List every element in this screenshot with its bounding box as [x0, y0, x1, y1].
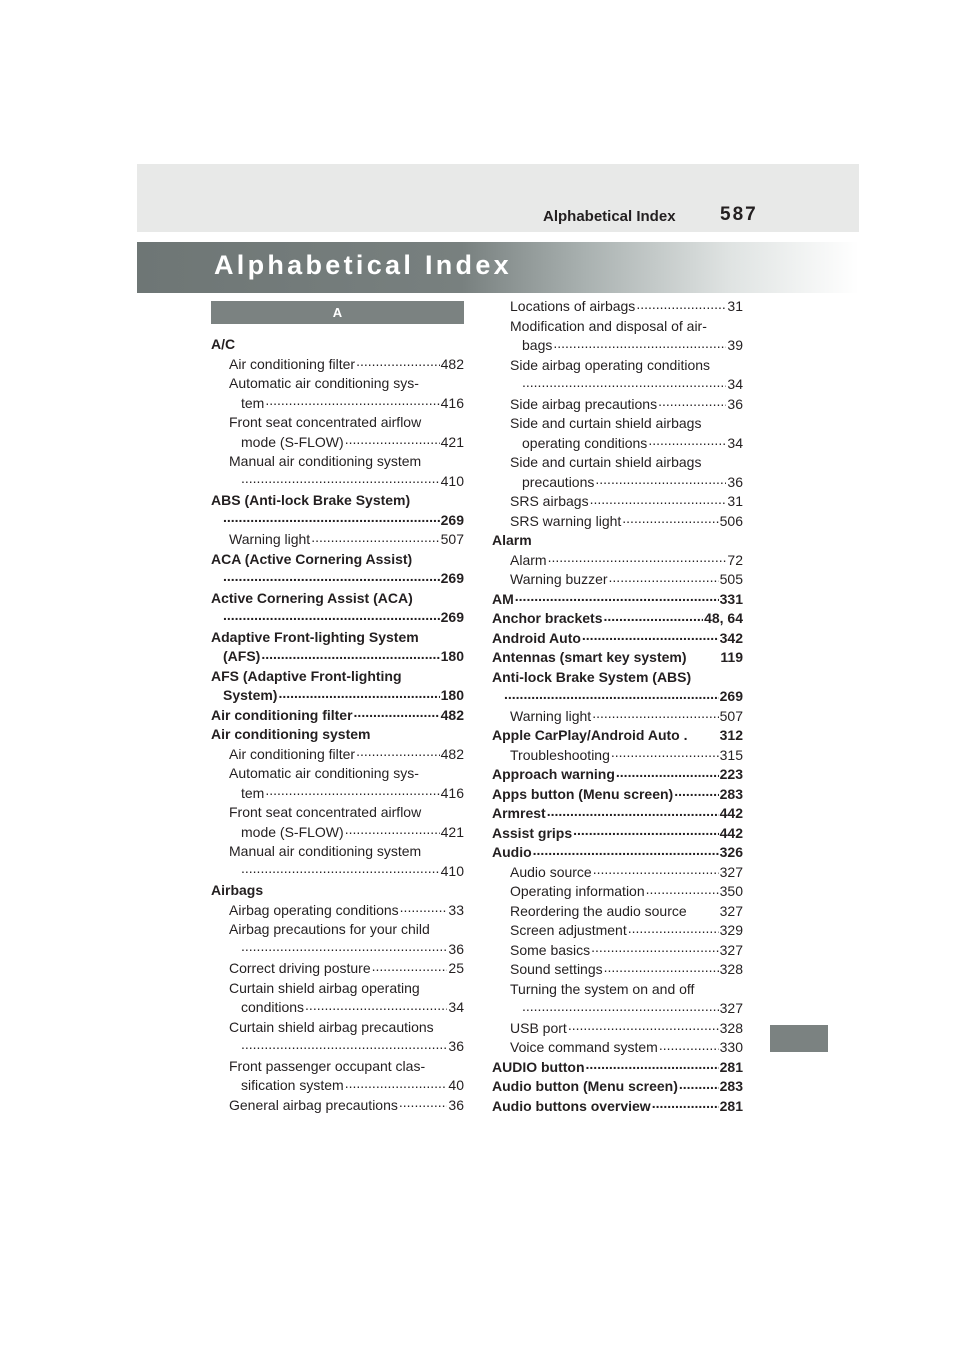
entry-text: Curtain shield airbag operating	[229, 979, 420, 996]
entry-text	[241, 863, 242, 879]
entry-text	[223, 570, 224, 586]
entry-text: Modification and disposal of air-	[510, 317, 707, 334]
entry-text: Airbags	[211, 882, 264, 898]
index-subentry	[211, 745, 464, 765]
entry-page-number: 327	[719, 902, 743, 922]
entry-text: Warning light .....	[229, 531, 311, 547]
index-list-left	[211, 335, 464, 1115]
entry-page-number: 328	[719, 1019, 743, 1039]
index-subentry	[211, 979, 464, 999]
entry-text: Assist grips .....	[492, 825, 573, 841]
entry-text: conditions .....	[241, 999, 305, 1015]
entry-text: Alarm .....	[510, 552, 548, 568]
entry-page-number: 25	[447, 959, 464, 979]
entry-page-number: 315	[719, 746, 743, 766]
entry-text: Antennas (smart key system)	[492, 649, 687, 665]
entry-text: operating conditions .....	[522, 435, 648, 451]
entry-page-number: 410	[440, 862, 464, 882]
entry-text: System) .....	[223, 687, 278, 703]
entry-text: Manual air conditioning system	[229, 843, 422, 859]
index-subentry	[223, 433, 464, 453]
entry-text: Warning light .....	[510, 708, 592, 724]
entry-text: Anchor brackets .....	[492, 610, 603, 626]
entry-text: Operating information .....	[510, 883, 646, 899]
entry-page-number: 269	[440, 569, 464, 589]
running-header-title: Alphabetical Index	[543, 208, 676, 225]
index-subentry	[492, 980, 743, 1000]
entry-text: Warning buzzer .....	[510, 571, 609, 587]
index-entry	[211, 628, 464, 648]
entry-text: mode (S-FLOW) .....	[241, 824, 345, 840]
entry-page-number: 421	[440, 433, 464, 453]
entry-text: Manual air conditioning system	[229, 453, 422, 469]
entry-text: tem .....	[241, 785, 265, 801]
index-entry	[492, 1058, 743, 1078]
entry-page-number: 33	[447, 901, 464, 921]
entry-page-number: 410	[440, 472, 464, 492]
index-subentry	[223, 940, 464, 960]
entry-page-number: 331	[719, 590, 743, 610]
entry-text: Voice command system .....	[510, 1039, 659, 1055]
index-subentry	[492, 960, 743, 980]
entry-page-number: 269	[440, 608, 464, 628]
entry-text: Air conditioning filter .....	[229, 356, 356, 372]
index-entry	[211, 725, 464, 745]
entry-text: tem .....	[241, 395, 265, 411]
index-entry	[223, 686, 464, 706]
index-subentry	[492, 1038, 743, 1058]
entry-text: Reordering the audio source	[510, 902, 687, 919]
entry-page-number: 283	[719, 1077, 743, 1097]
entry-page-number: 442	[719, 804, 743, 824]
entry-text: mode (S-FLOW) .....	[241, 434, 345, 450]
index-entry	[223, 569, 464, 589]
index-subentry	[504, 434, 743, 454]
index-subentry	[492, 746, 743, 766]
entry-page-number: 34	[726, 434, 743, 454]
entry-page-number: 223	[719, 765, 743, 785]
entry-page-number: 39	[726, 336, 743, 356]
entry-page-number: 482	[440, 706, 464, 726]
entry-text: Screen adjustment .....	[510, 922, 628, 938]
index-entry	[492, 804, 743, 824]
entry-text: AM .....	[492, 591, 515, 607]
entry-text: Anti-lock Brake System (ABS)	[492, 668, 692, 685]
entry-text: Curtain shield airbag precautions	[229, 1018, 434, 1035]
entry-text: Alarm	[492, 532, 532, 548]
index-subentry	[211, 530, 464, 550]
index-subentry	[504, 999, 743, 1019]
entry-page-number: 350	[719, 882, 743, 902]
entry-page-number: 180	[440, 647, 464, 667]
entry-page-number: 312	[719, 726, 743, 746]
index-subentry	[223, 1037, 464, 1057]
index-subentry	[211, 374, 464, 394]
index-entry	[492, 843, 743, 863]
entry-text: Adaptive Front-lighting System	[211, 628, 419, 645]
index-subentry	[492, 921, 743, 941]
section-thumb-tab	[770, 1025, 828, 1052]
index-subentry	[223, 1076, 464, 1096]
index-subentry	[492, 882, 743, 902]
index-subentry	[223, 823, 464, 843]
entry-text	[241, 473, 242, 489]
index-subentry	[492, 902, 743, 922]
entry-text: Some basics .....	[510, 942, 591, 958]
entry-page-number: 269	[719, 687, 743, 707]
entry-page-number: 36	[447, 940, 464, 960]
index-subentry	[492, 941, 743, 961]
index-entry	[211, 335, 464, 355]
index-subentry	[492, 863, 743, 883]
page-number: 587	[720, 204, 758, 225]
index-subentry	[492, 453, 743, 473]
entry-page-number: 36	[726, 395, 743, 415]
entry-text	[522, 1000, 523, 1016]
entry-page-number: 482	[440, 745, 464, 765]
index-entry	[211, 706, 464, 726]
entry-text: Air conditioning filter .....	[211, 707, 354, 723]
entry-text: SRS airbags .....	[510, 493, 590, 509]
entry-page-number: 329	[719, 921, 743, 941]
index-entry	[492, 629, 743, 649]
index-entry	[492, 1097, 743, 1117]
entry-text: Air conditioning filter .....	[229, 746, 356, 762]
entry-page-number: 36	[726, 473, 743, 493]
entry-text: Airbag precautions for your child	[229, 921, 430, 937]
entry-text: General airbag precautions .....	[229, 1097, 399, 1113]
index-entry	[223, 647, 464, 667]
entry-text: Correct driving posture .....	[229, 960, 372, 976]
index-entry	[211, 550, 464, 570]
index-subentry	[223, 862, 464, 882]
index-entry	[492, 531, 743, 551]
index-subentry	[211, 1096, 464, 1116]
index-subentry	[223, 394, 464, 414]
entry-page-number: 283	[719, 785, 743, 805]
index-entry	[492, 590, 743, 610]
index-subentry	[211, 355, 464, 375]
entry-text: Front seat concentrated airflow	[229, 804, 422, 820]
index-entry	[211, 881, 464, 901]
index-entry	[492, 824, 743, 844]
entry-text	[522, 376, 523, 392]
entry-text: bags .....	[522, 337, 553, 353]
entry-page-number: 31	[726, 492, 743, 512]
entry-text: Audio source .....	[510, 864, 593, 880]
entry-page-number: 34	[447, 998, 464, 1018]
entry-page-number: 119	[719, 648, 743, 668]
index-entry	[211, 491, 464, 511]
entry-text: Automatic air conditioning sys-	[229, 765, 419, 781]
index-subentry	[492, 317, 743, 337]
index-entry	[492, 765, 743, 785]
entry-text	[241, 1038, 242, 1054]
entry-text: ABS (Anti-lock Brake System)	[211, 492, 411, 508]
entry-page-number: 416	[440, 394, 464, 414]
entry-text: Apps button (Menu screen) .....	[492, 786, 674, 802]
entry-text: Apple CarPlay/Android Auto .	[492, 727, 688, 743]
index-entry	[223, 511, 464, 531]
entry-page-number: 31	[726, 297, 743, 317]
entry-page-number: 180	[440, 686, 464, 706]
index-subentry	[223, 784, 464, 804]
entry-page-number: 281	[719, 1058, 743, 1078]
entry-page-number: 269	[440, 511, 464, 531]
index-column-right	[492, 297, 743, 1116]
entry-text: Audio .....	[492, 844, 533, 860]
index-subentry	[211, 901, 464, 921]
entry-text: Locations of airbags .....	[510, 298, 636, 314]
index-subentry	[492, 356, 743, 376]
index-subentry	[211, 764, 464, 784]
entry-text: Side and curtain shield airbags	[510, 454, 702, 470]
entry-text: Approach warning .....	[492, 766, 616, 782]
entry-text: Active Cornering Assist (ACA)	[211, 589, 413, 606]
index-subentry	[211, 842, 464, 862]
entry-text: A/C	[211, 336, 236, 352]
entry-page-number: 507	[719, 707, 743, 727]
index-entry	[492, 609, 743, 629]
entry-text: Armrest .....	[492, 805, 547, 821]
entry-text	[241, 941, 242, 957]
index-subentry	[492, 297, 743, 317]
index-subentry	[492, 551, 743, 571]
index-subentry	[504, 375, 743, 395]
index-subentry	[211, 803, 464, 823]
index-entry	[211, 667, 464, 687]
index-entry	[211, 589, 464, 609]
index-entry	[492, 648, 743, 668]
entry-text: Side airbag precautions .....	[510, 396, 658, 412]
entry-page-number: 442	[719, 824, 743, 844]
entry-text: Audio buttons overview .....	[492, 1098, 652, 1114]
entry-page-number: 505	[719, 570, 743, 590]
index-subentry	[223, 998, 464, 1018]
index-column-left	[211, 297, 464, 1115]
index-subentry	[211, 1018, 464, 1038]
entry-text	[223, 609, 224, 625]
entry-text: Automatic air conditioning sys-	[229, 375, 419, 391]
entry-text: Android Auto .....	[492, 630, 582, 646]
index-entry	[492, 785, 743, 805]
entry-page-number: 421	[440, 823, 464, 843]
entry-text: Front seat concentrated airflow	[229, 414, 422, 430]
entry-text: AFS (Adaptive Front-lighting	[211, 667, 402, 684]
entry-text: Turning the system on and off	[510, 980, 695, 997]
entry-text: SRS warning light .....	[510, 513, 622, 529]
index-subentry	[492, 414, 743, 434]
entry-page-number: 72	[726, 551, 743, 571]
index-list-right	[492, 297, 743, 1116]
entry-text	[223, 512, 224, 528]
entry-text: Audio button (Menu screen) .....	[492, 1078, 679, 1094]
index-subentry	[223, 472, 464, 492]
index-subentry	[492, 570, 743, 590]
entry-page-number: 327	[719, 941, 743, 961]
entry-page-number: 328	[719, 960, 743, 980]
index-entry	[492, 726, 743, 746]
index-subentry	[492, 395, 743, 415]
index-subentry	[504, 473, 743, 493]
entry-text: AUDIO button .....	[492, 1059, 586, 1075]
index-subentry	[211, 959, 464, 979]
entry-page-number: 48, 64	[703, 609, 743, 629]
index-subentry	[211, 1057, 464, 1077]
entry-page-number: 281	[719, 1097, 743, 1117]
entry-page-number: 342	[719, 629, 743, 649]
index-entry	[223, 608, 464, 628]
entry-page-number: 36	[447, 1037, 464, 1057]
entry-page-number: 40	[447, 1076, 464, 1096]
entry-text	[504, 688, 505, 704]
index-entry	[492, 1077, 743, 1097]
index-subentry	[504, 336, 743, 356]
index-subentry	[211, 452, 464, 472]
entry-text: (AFS) .....	[223, 648, 261, 664]
entry-text: USB port .....	[510, 1020, 568, 1036]
index-subentry	[211, 920, 464, 940]
entry-page-number: 507	[440, 530, 464, 550]
page-title: Alphabetical Index	[214, 250, 512, 280]
entry-text: Front passenger occupant clas-	[229, 1057, 426, 1074]
entry-text: Air conditioning system	[211, 726, 371, 742]
entry-page-number: 482	[440, 355, 464, 375]
index-subentry	[492, 512, 743, 532]
index-entry	[492, 668, 743, 688]
entry-page-number: 34	[726, 375, 743, 395]
entry-text: Side and curtain shield airbags	[510, 415, 702, 431]
index-entry	[504, 687, 743, 707]
entry-text: Airbag operating conditions .....	[229, 902, 400, 918]
entry-text: ACA (Active Cornering Assist)	[211, 550, 413, 567]
index-subentry	[492, 492, 743, 512]
entry-page-number: 506	[719, 512, 743, 532]
entry-page-number: 416	[440, 784, 464, 804]
entry-page-number: 327	[719, 999, 743, 1019]
entry-text: Troubleshooting .....	[510, 747, 611, 763]
index-subentry	[492, 1019, 743, 1039]
entry-text: Side airbag operating conditions	[510, 356, 711, 373]
entry-text: sification system .....	[241, 1077, 345, 1093]
section-letter-heading: A	[211, 301, 464, 324]
index-subentry	[211, 413, 464, 433]
index-subentry	[492, 707, 743, 727]
entry-page-number: 330	[719, 1038, 743, 1058]
entry-text: precautions .....	[522, 474, 595, 490]
entry-page-number: 36	[447, 1096, 464, 1116]
entry-text: Sound settings .....	[510, 961, 604, 977]
entry-page-number: 326	[719, 843, 743, 863]
entry-page-number: 327	[719, 863, 743, 883]
